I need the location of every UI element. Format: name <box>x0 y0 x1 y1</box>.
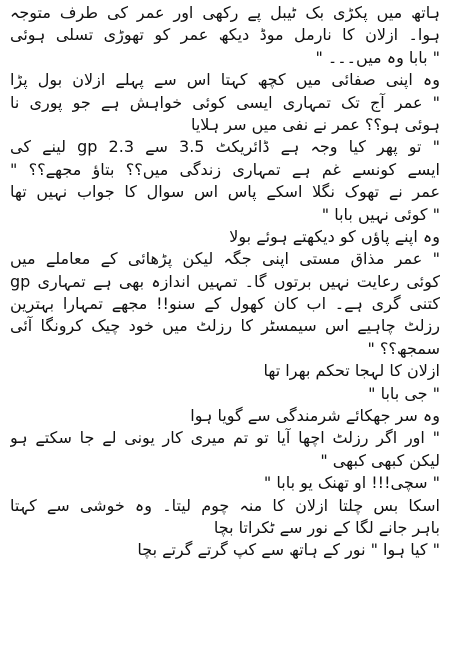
text-line-16: سمجھ؟؟ " <box>367 338 440 358</box>
text-line-10: " کوئی نہیں بابا " <box>321 204 440 224</box>
text-line-18: " جی بابا " <box>368 383 440 403</box>
text-line-6: ہوئی ہو؟؟ عمر نے نفی میں سر ہلایا <box>190 114 440 134</box>
text-line-4: وہ اپنی صفائی میں کچھ کہتا اس سے پہلے ازلان بول پڑا <box>10 70 440 90</box>
text-line-8: ایسے کونسے غم ہے تمہاری زندگی میں؟؟ بتاؤ مجھے؟؟ " <box>10 159 440 179</box>
text-line-7: " تو پھر کیا وجہ ہے ڈائریکٹ 3.5 سے 2.3 gp لینے کی <box>10 137 440 157</box>
text-line-15: رزلٹ چاہیے اس سیمسٹر کا رزلٹ میں خود چیک کرونگا آئی <box>10 316 440 336</box>
text-line-23: اسکا بس چلتا ازلان کا منہ چوم لیتا۔ وہ خوشی سے کہتا <box>10 495 440 515</box>
text-line-13: کوئی رعایت نہیں برتوں گا۔ تمہیں اندازہ بھی ہے تمہاری gp <box>10 271 440 291</box>
text-line-9: عمر نے تھوک نگلا اسکے پاس اس سوال کا جواب نہیں تھا <box>10 182 440 202</box>
text-line-3: " بابا وہ میں۔۔۔ " <box>315 47 440 67</box>
text-line-21: لیکن کبھی کبھی " <box>320 450 440 470</box>
text-line-22: " سچی!!! او تھنک یو بابا " <box>263 473 440 493</box>
text-line-19: وہ سر جھکائے شرمندگی سے گویا ہوا <box>190 406 440 426</box>
text-line-14: کتنی گری ہے۔ اب کان کھول کے سنو!! مجھے تمہارا بہترین <box>10 294 440 314</box>
text-line-5: " عمر آج تک تمہاری ایسی کوئی خواہش ہے جو پوری نا <box>10 92 440 112</box>
text-line-12: " عمر مذاق مستی اپنی جگہ لیکن پڑھائی کے معاملے میں <box>10 249 440 269</box>
text-line-24: باہر جانے لگا کے نور سے ٹکراتا بچا <box>213 517 440 537</box>
text-line-25: " کیا ہوا " نور کے ہاتھ سے کپ گرتے گرتے بچا <box>137 540 440 560</box>
text-line-2: ہوا۔ ازلان کا نارمل موڈ دیکھ عمر کو تھوڑی تسلی ہوئی <box>10 25 440 45</box>
text-line-11: وہ اپنے پاؤں کو دیکھتے ہوئے بولا <box>229 226 440 246</box>
text-line-17: ازلان کا لہجا تحکم بھرا تھا <box>263 361 440 381</box>
text-line-1: ہاتھ میں پکڑی بک ٹیبل پے رکھی اور عمر کی طرف متوجہ <box>10 3 440 22</box>
text-line-20: " اور اگر رزلٹ اچھا آیا تو تم میری کار یونی لے جا سکتے ہو <box>10 428 440 448</box>
